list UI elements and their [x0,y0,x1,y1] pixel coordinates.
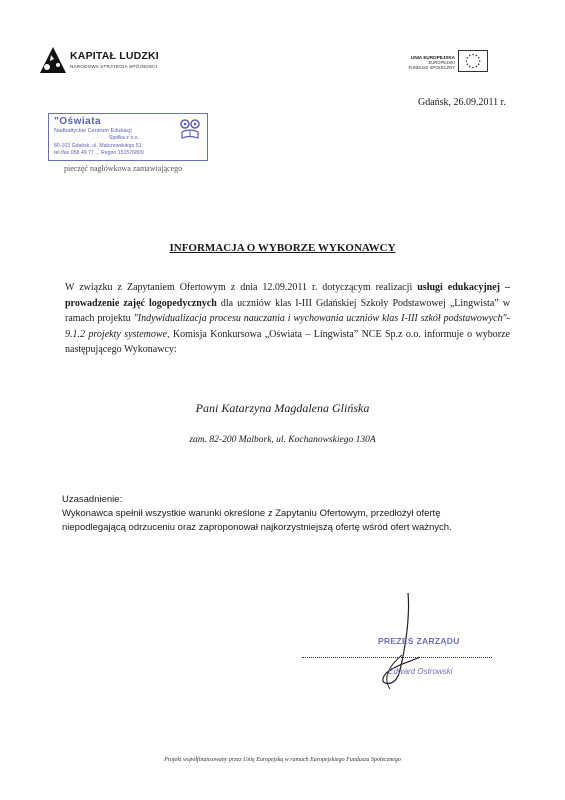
eu-flag-icon [458,50,488,72]
paragraph-text: W związku z Zapytaniem Ofertowym z dnia 12.09.2011 r. dotyczącym realizacji [65,282,418,293]
signature-title-stamp: PREZES ZARZĄDU [378,636,460,646]
footer-note: Projekt współfinansowany przez Unię Europejską w ramach Europejskiego Funduszu Społecznego [164,757,401,763]
document-date: Gdańsk, 26.09.2011 r. [418,97,506,108]
eu-line1: UNIA EUROPEJSKA [411,55,455,60]
company-stamp [48,113,208,161]
justification-label: Uzasadnienie: [62,494,123,505]
owl-icon [179,118,201,140]
eu-label [393,55,455,70]
eu-line2: EUROPEJSKI [428,60,455,65]
paragraph-text: Komisja Konkursowa „Oświata – Lingwista” NCE Sp.z o.o. informuje o wyborze następującego Wykonawcy: [65,328,510,355]
stamp-line: Spółka z o.o. [109,135,139,141]
stamp-address: 80-103 Gdańsk, ul. Małczewskiego 51 [54,143,142,149]
contractor-name: Pani Katarzyna Magdalena Glińska [195,401,370,415]
document-heading [0,242,565,254]
paragraph-text: dla uczniów klas I-III Gdańskiej Szkoły Podstawowej „Lingwista” w ramach projektu [65,297,510,324]
service-name: usługi edukacyjnej – prowadzenie zajęć logopedycznych [65,282,510,309]
logo-title: KAPITAŁ LUDZKI [70,50,159,62]
stamp-line: Nadbałtyckie Centrum Edukacji [54,128,132,134]
body-paragraph [65,280,510,358]
contractor-address: zam. 82-200 Malbork, ul. Kochanowskiego 130A [189,435,376,445]
signature-name-stamp: Edward Ostrowski [388,667,453,676]
eu-line3: FUNDUSZ SPOŁECZNY [408,65,455,70]
logo-subtitle: NARODOWA STRATEGIA SPÓJNOŚCI [70,64,158,69]
stamp-company-name: "Oświata [54,116,102,127]
justification-text: Wykonawca spełnił wszystkie warunki określone z Zapytaniu Ofertowym, przedłożył ofertę niepodlegającą odrzuceniu oraz zaproponował najkorzystniejszą ofertę wśród ofert ważnych. [62,508,452,533]
heading-text: INFORMACJA O WYBORZE WYKONAWCY [169,242,396,254]
kapital-ludzki-logo-icon [38,45,68,75]
project-name: "Indywidualizacja procesu nauczania i wychowania uczniów klas I-III szkół podstawowych"- 9.1.2 projekty systemowe, [65,313,510,340]
stamp-caption: pieczęć nagłówkowa zamawiającego [64,164,183,173]
stamp-contact: tel./fax 058 49 77 ... Regon 151576809 [54,150,144,156]
signature-line [302,657,492,658]
